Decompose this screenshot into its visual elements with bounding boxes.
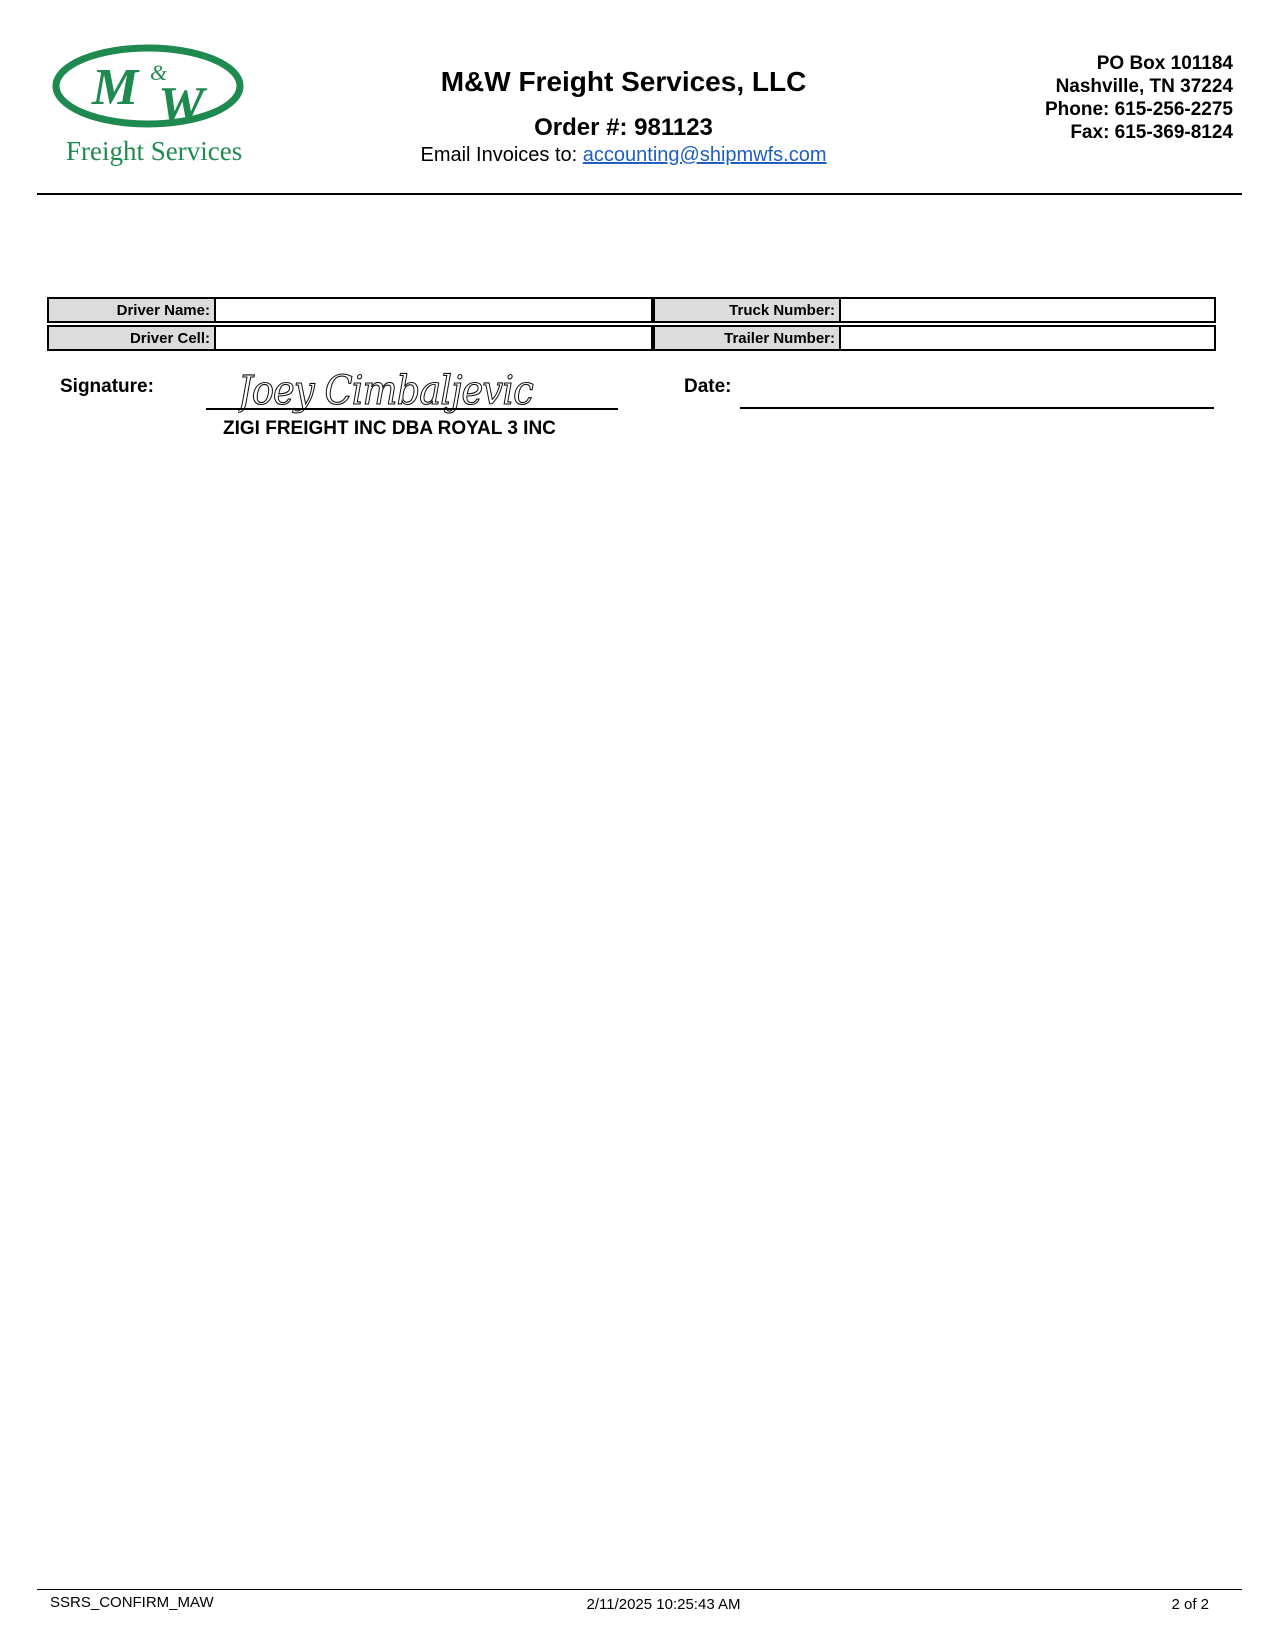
driver-cell-field[interactable] <box>216 325 653 351</box>
logo-subtitle: Freight Services <box>66 136 243 166</box>
email-link[interactable]: accounting@shipmwfs.com <box>582 144 827 166</box>
svg-text:Joey Cimbaljevic: Joey Cimbaljevic <box>238 367 533 414</box>
email-invoices-line <box>0 144 1247 167</box>
carrier-company-name: ZIGI FREIGHT INC DBA ROYAL 3 INC <box>223 418 556 439</box>
driver-cell-row <box>47 325 1216 351</box>
address-phone: Phone: 615-256-2275 <box>1045 99 1233 120</box>
trailer-number-label: Trailer Number: <box>653 325 841 351</box>
signature-label: Signature: <box>60 376 154 397</box>
driver-info-table <box>47 297 1216 353</box>
handwritten-signature <box>238 364 568 414</box>
signature-line <box>206 408 618 410</box>
order-number: Order #: 981123 <box>534 114 713 141</box>
svg-text:W: W <box>158 77 205 134</box>
svg-text:M: M <box>92 59 139 116</box>
email-prefix: Email Invoices to: <box>420 144 578 166</box>
driver-cell-label: Driver Cell: <box>47 325 216 351</box>
company-name: M&W Freight Services, LLC <box>440 66 807 97</box>
driver-name-field[interactable] <box>216 297 653 323</box>
svg-text:&: & <box>150 60 168 85</box>
date-line[interactable] <box>740 407 1214 409</box>
driver-name-row <box>47 297 1216 323</box>
report-name: SSRS_CONFIRM_MAW <box>50 1594 214 1611</box>
header-divider <box>37 193 1242 195</box>
truck-number-field[interactable] <box>841 297 1216 323</box>
address-po-box: PO Box 101184 <box>1096 53 1233 74</box>
page-number: 2 of 2 <box>1171 1596 1209 1613</box>
date-label: Date: <box>684 376 732 397</box>
trailer-number-field[interactable] <box>841 325 1216 351</box>
footer-divider <box>37 1589 1242 1590</box>
company-address <box>1045 52 1233 144</box>
driver-name-label: Driver Name: <box>47 297 216 323</box>
address-fax: Fax: 615-369-8124 <box>1070 122 1233 143</box>
truck-number-label: Truck Number: <box>653 297 841 323</box>
print-timestamp: 2/11/2025 10:25:43 AM <box>586 1596 741 1613</box>
address-city: Nashville, TN 37224 <box>1055 76 1233 97</box>
